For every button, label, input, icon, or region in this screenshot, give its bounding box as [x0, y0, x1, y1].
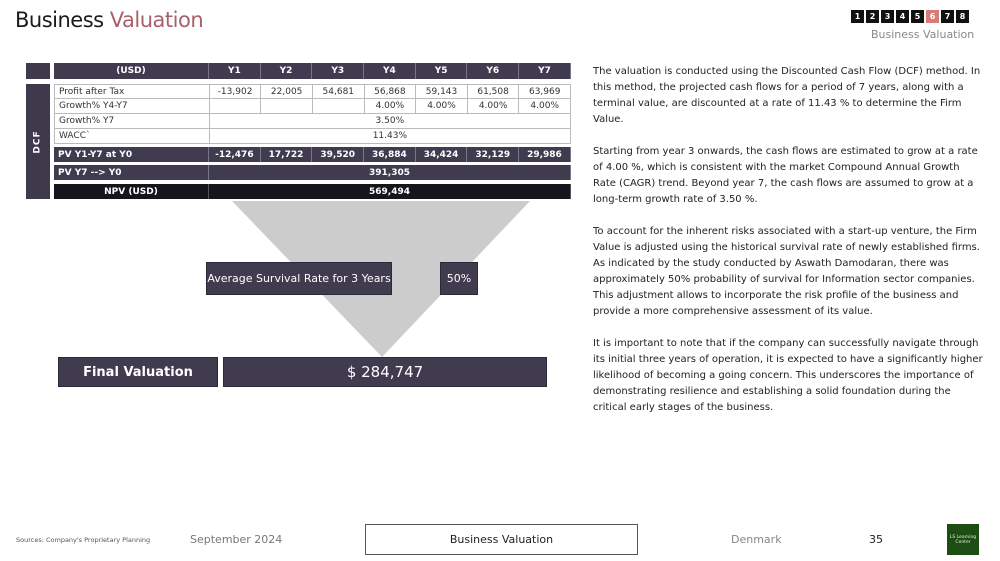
- cell-value: 17,722: [261, 147, 313, 162]
- row-label: Growth% Y4-Y7: [55, 99, 210, 113]
- cell-value: 11.43%: [210, 129, 571, 143]
- row-label: NPV (USD): [54, 184, 209, 199]
- header-y5: Y5: [416, 63, 468, 79]
- page-navigation: [851, 10, 969, 23]
- cell-value: [210, 99, 262, 113]
- cell-value: 4.00%: [468, 99, 520, 113]
- cell-value: 61,508: [468, 85, 520, 98]
- paragraph-growth: Starting from year 3 onwards, the cash flows are estimated to grow at a rate of 4.00 %, which is consistent with the market Compound Annual Growth Rate (CAGR) trend. Beyond year 7, the cash flows are assumed to grow at a long-term growth rate of 3.50 %.: [593, 146, 978, 205]
- cell-value: 59,143: [416, 85, 468, 98]
- cell-value: 36,884: [364, 147, 416, 162]
- table-header-row: [54, 63, 571, 79]
- row-label: PV Y1-Y7 at Y0: [54, 147, 209, 162]
- table-row-npv: [54, 184, 571, 199]
- survival-rate-label: Average Survival Rate for 3 Years: [206, 262, 392, 295]
- cell-value: 32,129: [467, 147, 519, 162]
- header-y1: Y1: [209, 63, 261, 79]
- row-label: PV Y7 --> Y0: [54, 165, 209, 180]
- header-y4: Y4: [364, 63, 416, 79]
- title-accent: Valuation: [109, 8, 204, 32]
- table-row-growth-y7: [54, 114, 571, 129]
- header-y3: Y3: [312, 63, 364, 79]
- paragraph-dcf-method: The valuation is conducted using the Discounted Cash Flow (DCF) method. In this method, the projected cash flows for a period of 7 years, along with a terminal value, are discounted at a rate of 11.43 % to determine the Firm Value.: [593, 66, 981, 125]
- cell-value: 22,005: [261, 85, 313, 98]
- cell-value: 4.00%: [519, 99, 571, 113]
- table-row-profit: [54, 84, 571, 99]
- row-label: Growth% Y7: [55, 114, 210, 128]
- footer-sources: Sources: Company's Proprietary Planning: [16, 536, 151, 544]
- nav-page-6-active[interactable]: 6: [926, 10, 939, 23]
- footer-country: Denmark: [731, 533, 782, 546]
- cell-value: [313, 99, 365, 113]
- header-y2: Y2: [261, 63, 313, 79]
- cell-value: [261, 99, 313, 113]
- final-valuation-label: Final Valuation: [58, 357, 218, 387]
- company-logo: LS Learning Center: [947, 524, 979, 555]
- cell-value: 63,969: [519, 85, 571, 98]
- explanation-text: [593, 64, 983, 432]
- title-main: Business: [15, 8, 104, 32]
- table-corner: [26, 63, 50, 79]
- cell-value: 391,305: [209, 165, 571, 180]
- cell-value: 3.50%: [210, 114, 571, 128]
- table-row-pv-terminal: [54, 165, 571, 180]
- footer-section-box: Business Valuation: [365, 524, 638, 555]
- cell-value: 34,424: [416, 147, 468, 162]
- cell-value: 56,868: [365, 85, 417, 98]
- paragraph-importance: It is important to note that if the company can successfully navigate through its initial three years of operation, it is expected to have a significantly higher likelihood of becoming a going concern. This underscores the importance of demonstrating resilience and establishing a solid foundation during the critical early stages of the business.: [593, 338, 983, 413]
- paragraph-survival-adjustment: To account for the inherent risks associated with a start-up venture, the Firm Value is adjusted using the historical survival rate of newly established firms. As indicated by the study conducted by Aswath Damodaran, there was approximately 50% probability of survival for Information sector companies. This adjustment allows to incorporate the risk profile of the business and provide a more comprehensive assessment of its value.: [593, 226, 980, 317]
- cell-value: 4.00%: [416, 99, 468, 113]
- cell-value: 39,520: [312, 147, 364, 162]
- cell-value: 29,986: [519, 147, 571, 162]
- table-row-pv: [54, 147, 571, 162]
- cell-value: -12,476: [209, 147, 261, 162]
- nav-page-1[interactable]: 1: [851, 10, 864, 23]
- cell-value: 54,681: [313, 85, 365, 98]
- nav-page-8[interactable]: 8: [956, 10, 969, 23]
- page-title: [15, 8, 203, 32]
- final-valuation-value: $ 284,747: [223, 357, 547, 387]
- nav-page-3[interactable]: 3: [881, 10, 894, 23]
- footer-date: September 2024: [190, 533, 283, 546]
- cell-value: -13,902: [210, 85, 262, 98]
- row-label: Profit after Tax: [55, 85, 210, 98]
- section-label: Business Valuation: [871, 28, 975, 41]
- header-y7: Y7: [519, 63, 571, 79]
- nav-page-2[interactable]: 2: [866, 10, 879, 23]
- header-y6: Y6: [467, 63, 519, 79]
- nav-page-7[interactable]: 7: [941, 10, 954, 23]
- dcf-side-label: DCF: [26, 84, 50, 199]
- row-label: WACC`: [55, 129, 210, 143]
- nav-page-4[interactable]: 4: [896, 10, 909, 23]
- table-row-growth-y4-y7: [54, 99, 571, 114]
- header-usd: (USD): [54, 63, 209, 79]
- cell-value: 569,494: [209, 184, 571, 199]
- table-row-wacc: [54, 129, 571, 144]
- survival-rate-value: 50%: [440, 262, 478, 295]
- nav-page-5[interactable]: 5: [911, 10, 924, 23]
- cell-value: 4.00%: [365, 99, 417, 113]
- page-number: 35: [869, 533, 883, 546]
